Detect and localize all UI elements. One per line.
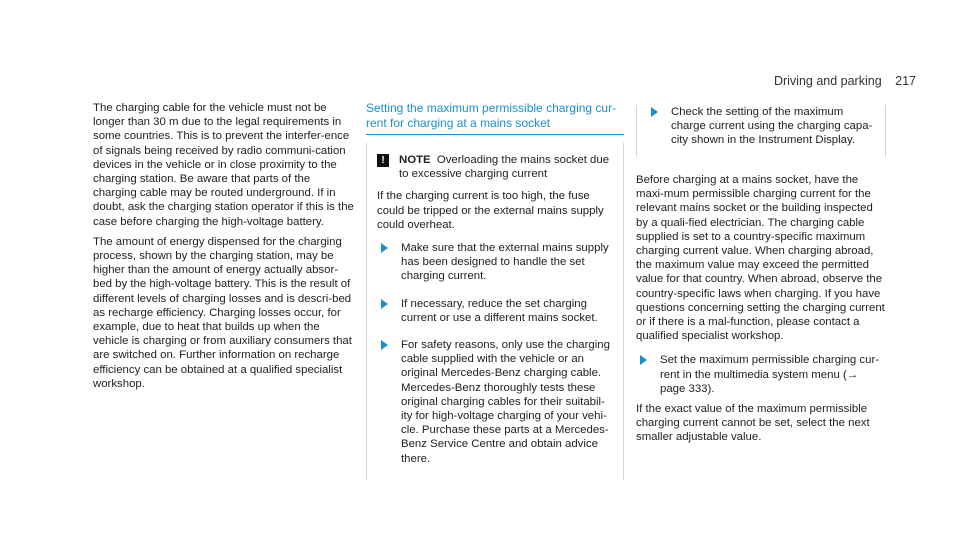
step-text: Make sure that the external mains supply has been designed to handle the set charging current. (401, 242, 609, 283)
instruction-step (377, 297, 613, 325)
instruction-step (377, 338, 613, 466)
paragraph: If the exact value of the maximum permissible charging current cannot be set, select the next smaller adjustable value. (636, 403, 870, 444)
section-heading (366, 101, 624, 130)
step-arrow-icon (640, 355, 647, 365)
note-header (377, 153, 613, 181)
paragraph: Before charging at a mains socket, have the maxi-mum permissible charging current for the relevant mains socket or the building inspected by a quali-fied electrician. The charging cable supplied is set to a country-specific maximum charging current value. When charging abroad, the maximum value may exceed the permitted value for that country. When abroad, observe the country-specific laws when charging. If you have questions concerning setting the charging current or if there is a mal-function, please contact a qualified specialist workshop. (636, 174, 885, 343)
section-title: Driving and parking (773, 74, 882, 88)
column-right (636, 101, 886, 451)
step-text: Set the maximum permissible charging cur-rent in the multimedia system menu (→ page 333). (660, 354, 880, 395)
instruction-step (636, 353, 886, 396)
step-text: For safety reasons, only use the charging cable supplied with the vehicle or an original Mercedes-Benz charging cable. Mercedes-Benz thoroughly tests these original charging cables for their suitabil-ity for high-voltage charging of your vehi-cle. Purchase these parts at a Mercedes-Benz Service Centre and obtain advice there. (401, 339, 610, 465)
step-text: Check the setting of the maximum charge current using the charging capa-city shown in the Instrument Display. (671, 106, 873, 147)
instruction-step (647, 105, 875, 148)
column-left (93, 101, 355, 397)
step-arrow-icon (381, 340, 388, 350)
paragraph: The amount of energy dispensed for the charging process, shown by the charging station, may be higher than the amount of energy actually absor-bed by the high-voltage battery. This is the result of different levels of charging losses and is descri-bed as recharge efficiency. Charging losses occur, for example, due to heat that builds up when the vehicle is charging or from auxiliary consumers that are switched on. Further information on recharge efficiency can be obtained at a qualified specialist workshop. (93, 235, 352, 390)
note-box (366, 143, 624, 480)
paragraph: The charging cable for the vehicle must not be longer than 30 m due to the legal requirements in some countries. This is to prevent the interfer-ence of signals being received by radio communi-cation devices in the vehicle or in close proximity to the charging station. Be aware that parts of the charging cable may be routed underground. If in doubt, ask the charging station operator if this is the case before charging the high-voltage battery. (93, 102, 354, 228)
step-arrow-icon (381, 243, 388, 253)
note-text: Overloading the mains socket due to excessive charging current (399, 154, 610, 181)
note-label: NOTE (399, 154, 431, 166)
step-arrow-icon (381, 299, 388, 309)
step-arrow-icon (651, 107, 658, 117)
warning-icon: ! (377, 154, 389, 167)
section-heading-line: rent for charging at a mains socket (366, 115, 551, 130)
page-header (774, 74, 916, 88)
column-middle (366, 101, 624, 480)
note-intro: If the charging current is too high, the fuse could be tripped or the external mains supply could overheat. (377, 190, 604, 231)
page-number: 217 (895, 74, 916, 88)
note-box-continued (636, 105, 886, 157)
step-text: If necessary, reduce the set charging current or use a different mains socket. (401, 297, 598, 324)
section-heading-line: Setting the maximum permissible charging cur- (366, 101, 617, 115)
instruction-step (377, 241, 613, 284)
